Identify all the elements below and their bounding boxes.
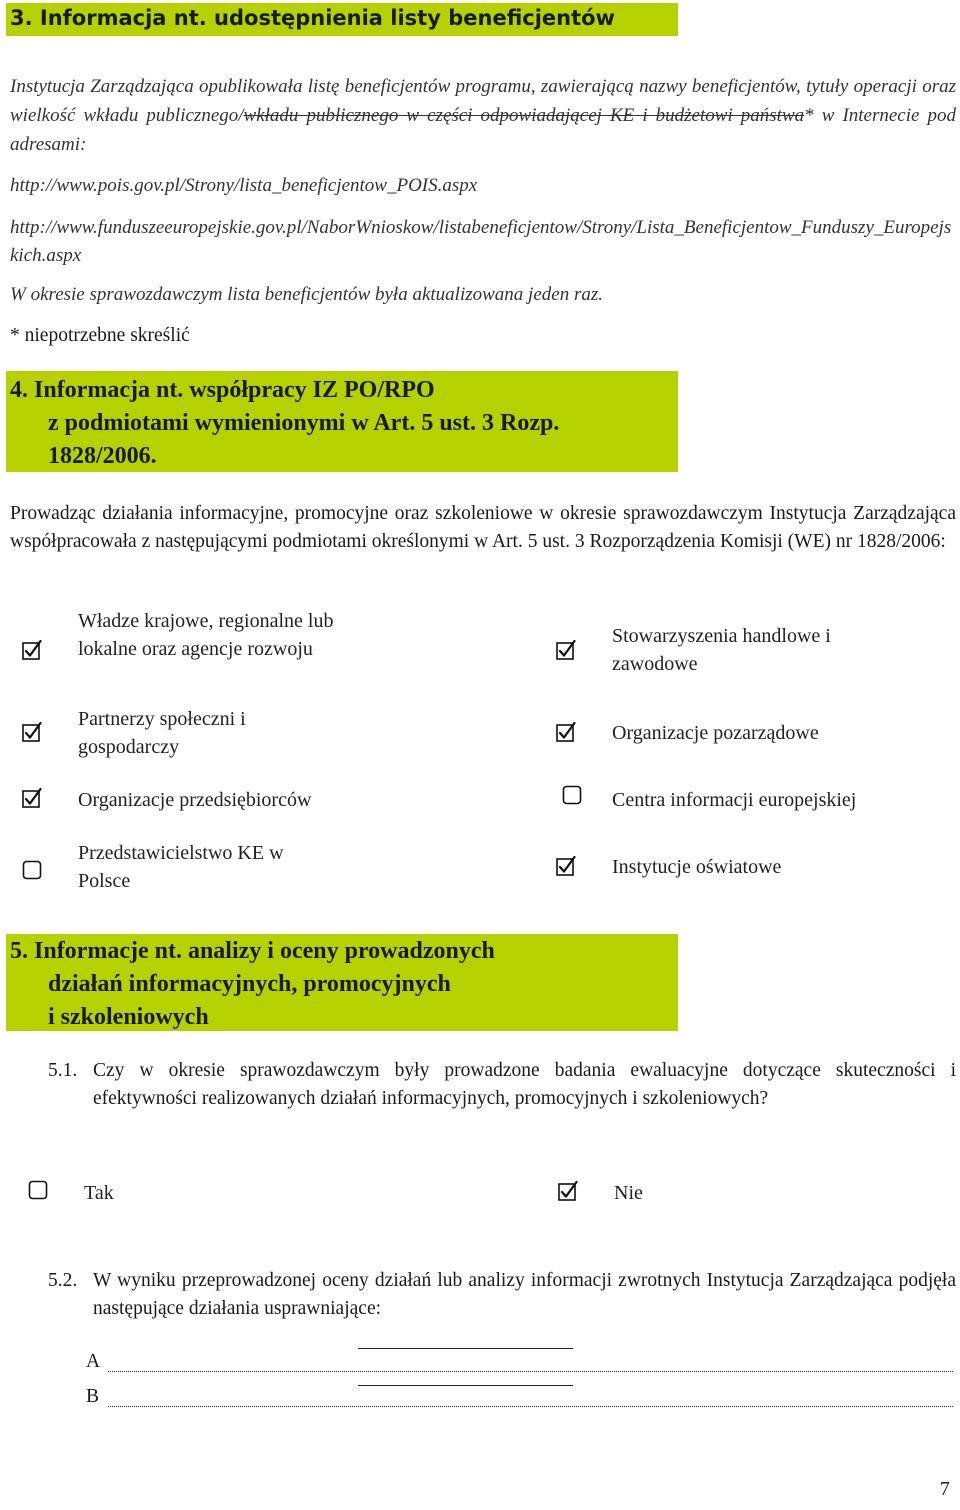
link-funduszeeuropejskie[interactable]: http://www.funduszeeuropejskie.gov.pl/NaborWnioskow/listabeneficjentow/Strony/Lista_Beneficjentow_Funduszy_Europejskich.aspx — [10, 217, 952, 266]
update-note: W okresie sprawozdawczym lista beneficjentów była aktualizowana jeden raz. — [10, 284, 603, 305]
option-centra: Centra informacji europejskiej — [612, 789, 857, 811]
checkbox-wladze[interactable] — [22, 640, 42, 660]
q52-text: W wyniku przeprowadzonej oceny działań lub analizy informacji zwrotnych Instytucja Zarządzająca podjęła następujące działania usprawniające: — [93, 1270, 956, 1319]
checkbox-partnerzy[interactable] — [22, 722, 42, 742]
section4-heading — [10, 374, 559, 473]
item-a-label: A — [86, 1351, 101, 1372]
q52-number: 5.2. — [48, 1270, 78, 1291]
checkbox-centra[interactable] — [562, 785, 582, 805]
option-przedsiebiorcow: Organizacje przedsiębiorców — [78, 789, 312, 811]
section5-heading-line3: i szkoleniowych — [48, 1004, 209, 1030]
section3-paragraph — [10, 72, 956, 159]
checkbox-nie[interactable] — [558, 1181, 578, 1201]
section5-heading-line1: 5. Informacje nt. analizy i oceny prowadzonych — [10, 938, 495, 964]
option-oswiatowe: Instytucje oświatowe — [612, 856, 782, 878]
answer-tak: Tak — [84, 1182, 114, 1204]
section5-heading-line2: działań informacyjnych, promocyjnych — [48, 971, 451, 997]
option-przedstawicielstwo: Przedstawicielstwo KE w Polsce — [78, 842, 284, 892]
link-pois[interactable]: http://www.pois.gov.pl/Strony/lista_beneficjentow_POIS.aspx — [10, 175, 478, 196]
para-part2: * w Internecie pod adresami: — [10, 105, 957, 155]
section4-heading-line3: 1828/2006. — [48, 443, 157, 469]
section4-heading-line1: 4. Informacja nt. współpracy IZ PO/RPO — [10, 377, 435, 403]
section4-heading-line2: z podmiotami wymienionymi w Art. 5 ust. 3 Rozp. — [48, 410, 560, 436]
item-b-label: B — [86, 1386, 100, 1407]
checkbox-tak[interactable] — [28, 1180, 48, 1200]
checkbox-przedsiebiorcow[interactable] — [22, 788, 42, 808]
section3-heading: 3. Informacja nt. udostępnienia listy beneficjentów — [10, 6, 615, 30]
answer-line-b-top — [358, 1385, 573, 1386]
option-stowarzyszenia: Stowarzyszenia handlowe i zawodowe — [612, 625, 831, 675]
checkbox-stowarzyszenia[interactable] — [556, 640, 576, 660]
checkbox-pozarzadowe[interactable] — [556, 722, 576, 742]
page-number: 7 — [940, 1479, 950, 1500]
checkbox-przedstawicielstwo[interactable] — [22, 860, 42, 880]
para-struck-text: wkładu publicznego w części odpowiadającej KE i budżetowi państwa — [243, 105, 805, 126]
footnote: * niepotrzebne skreślić — [10, 325, 190, 346]
option-pozarzadowe: Organizacje pozarządowe — [612, 722, 819, 744]
answer-line-a-top — [358, 1348, 573, 1349]
option-partnerzy: Partnerzy społeczni i gospodarczy — [78, 708, 246, 758]
q51-text: Czy w okresie sprawozdawczym były prowadzone badania ewaluacyjne dotyczące skuteczności i efektywności realizowanych działań informacyjnych, promocyjnych i szkoleniowych? — [93, 1060, 956, 1109]
item-b-answer-field[interactable] — [108, 1406, 953, 1407]
answer-nie: Nie — [614, 1182, 643, 1204]
checkbox-oswiatowe[interactable] — [556, 856, 576, 876]
section5-heading — [10, 935, 495, 1034]
para-part1: Instytucja Zarządzająca opublikowała listę beneficjentów programu, zawierającą nazwy beneficjentów, tytuły operacji oraz wielkość wkładu publicznego/ — [10, 76, 956, 126]
section4-intro: Prowadząc działania informacyjne, promocyjne oraz szkoleniowe w okresie sprawozdawczym Instytucja Zarządzająca współpracowała z następującymi podmiotami określonymi w Art. 5 ust. 3 Rozporządzenia Komisji (WE) nr 1828/2006: — [10, 503, 956, 552]
option-wladze: Władze krajowe, regionalne lub lokalne oraz agencje rozwoju — [78, 610, 334, 660]
item-a-answer-field[interactable] — [108, 1371, 953, 1372]
q51-number: 5.1. — [48, 1060, 78, 1081]
